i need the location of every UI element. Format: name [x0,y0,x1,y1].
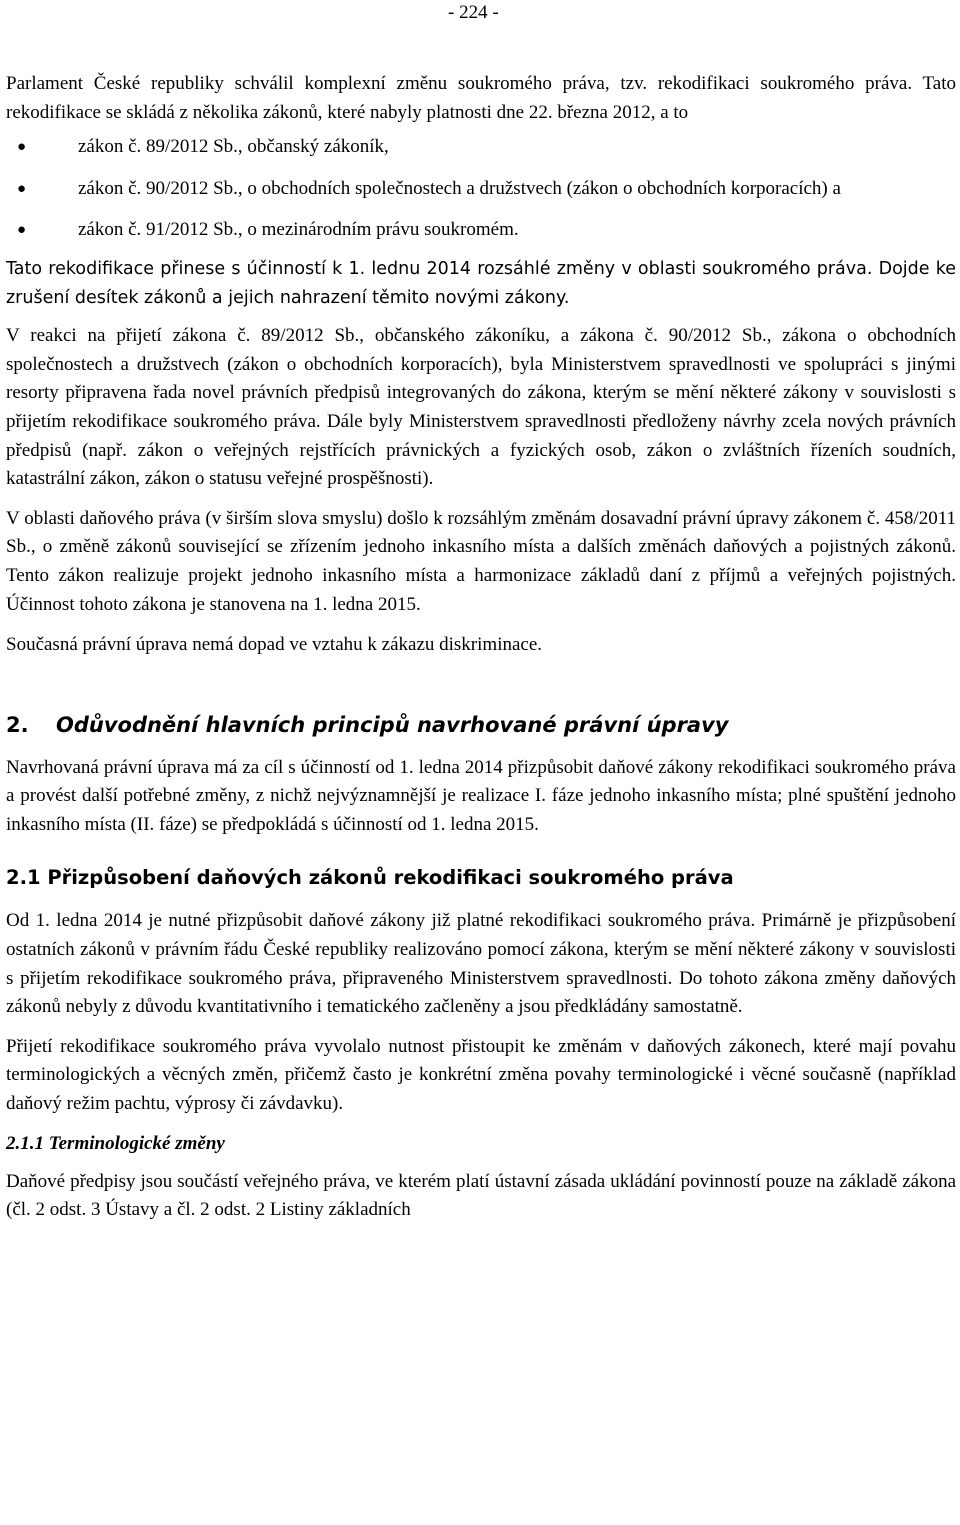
discrimination-paragraph: Současná právní úprava nemá dopad ve vztahu k zákazu diskriminace. [6,634,543,656]
reaction-paragraph: V reakci na přijetí zákona č. 89/2012 Sb., občanského zákoníku, a zákona č. 90/2012 Sb., zákona o obchodních společnostech a družstvech (zákon o obchodních korporacích), byla Ministerstvem spravedlnosti ve spolupráci s jinými resorty připravena řada novel právních předpisů integrovaných do zákona, kterým se mění některé zákony v souvislosti s přijetím rekodifikace soukromého práva. Dále byly Ministerstvem spravedlnosti předloženy návrhy zcela nových právních předpisů (např. zákon o veřejných rejstřících právnických a fyzických osob, zákon o zvláštních řízeních soudních, katastrální zákon, zákon o statusu veřejné prospěšnosti). [6,325,956,490]
section-2-paragraph: Navrhovaná právní úprava má za cíl s účinností od 1. ledna 2014 přizpůsobit daňové zákony rekodifikaci soukromého práva a provést další potřebné změny, z nichž nejvýznamnější je realizace I. fáze jednoho inkasního místa; plné spuštění jednoho inkasního místa (II. fáze) se předpokládá s účinností od 1. ledna 2015. [6,756,956,835]
tax-paragraph: V oblasti daňového práva (v širším slova smyslu) došlo k rozsáhlým změnám dosavadní právní úpravy zákonem č. 458/2011 Sb., o změně zákonů související se zřízením jednoho inkasního místa a dalších změnách daňových a pojistných zákonů. Tento zákon realizuje projekt jednoho inkasního místa a harmonizace základů daní z příjmů a veřejných pojistných. Účinnost tohoto zákona je stanovena na 1. ledna 2015. [6,507,956,615]
bullet-icon: ● [17,139,27,156]
section-2-heading [6,710,956,740]
bullet-icon: ● [17,222,27,239]
intro-paragraph: Parlament České republiky schválil komplexní změnu soukromého práva, tzv. rekodifikaci soukromého práva. Tato rekodifikace se skládá z několika zákonů, které nabyly platnosti dne 22. března 2012, a to [6,73,956,123]
section-2-1-paragraph-1: Od 1. ledna 2014 je nutné přizpůsobit daňové zákony již platné rekodifikaci soukromého práva. Primárně je přizpůsobení ostatních zákonů v právním řádu České republiky realizováno pomocí zákona, kterým se mění některé zákony v souvislosti s přijetím rekodifikace soukromého práva, připraveného Ministerstvem spravedlnosti. Do tohoto zákona změny daňových zákonů nebyly z důvodu kvantitativního i tematického začleněny a jsou předkládány samostatně. [6,910,956,1018]
list-item: ● zákon č. 89/2012 Sb., občanský zákoník, [6,133,956,162]
section-2-1-1-paragraph: Daňové předpisy jsou součástí veřejného práva, ve kterém platí ústavní zásada ukládání povinností pouze na základě zákona (čl. 2 odst. 3 Ústavy a čl. 2 odst. 2 Listiny základních [6,1170,956,1221]
list-item: ● zákon č. 90/2012 Sb., o obchodních společnostech a družstvech (zákon o obchodních korporacích) a [6,175,956,204]
law-list [6,133,956,245]
section-2-1-1-heading: 2.1.1 Terminologické změny [6,1132,225,1154]
list-item: ● zákon č. 91/2012 Sb., o mezinárodním právu soukromém. [6,216,956,245]
section-number: 2. [6,712,29,737]
effect-paragraph: Tato rekodifikace přinese s účinností k 1. lednu 2014 rozsáhlé změny v oblasti soukromého práva. Dojde ke zrušení desítek zákonů a jejich nahrazení těmito novými zákony. [6,258,956,308]
page-number: - 224 - [448,2,499,23]
section-2-1-heading: 2.1 Přizpůsobení daňových zákonů rekodifikaci soukromého práva [6,866,734,890]
bullet-icon: ● [17,180,27,197]
section-2-1-paragraph-2: Přijetí rekodifikace soukromého práva vyvolalo nutnost přistoupit ke změnám v daňových zákonech, které mají povahu terminologických a věcných změn, přičemž často je konkrétní změna povahy terminologické i věcné současně (například daňový režim pachtu, výprosy či závdavku). [6,1035,956,1115]
section-title: Odůvodnění hlavních principů navrhované právní úpravy [56,712,729,737]
document-body [6,0,956,1225]
